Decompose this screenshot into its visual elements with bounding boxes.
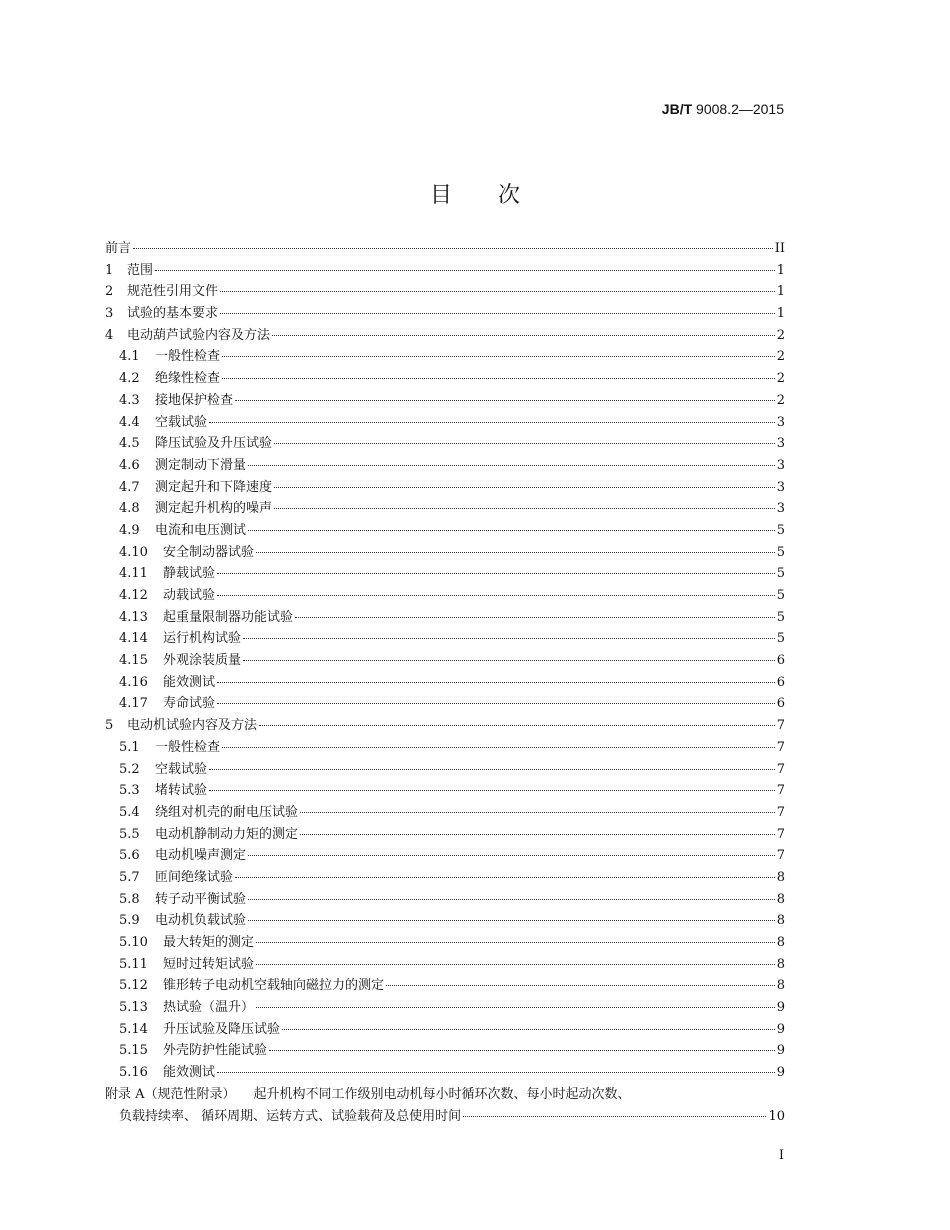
toc-entry-number: 5: [105, 718, 114, 734]
dot-leader: [256, 1007, 775, 1008]
toc-entry-label: 电流和电压测试: [155, 522, 247, 538]
toc-entry[interactable]: [105, 303, 785, 325]
toc-entry-label: 前言: [105, 241, 132, 256]
appendix-title-line-1: 起升机构不同工作级别电动机每小时循环次数、每小时起动次数、: [253, 1086, 631, 1102]
toc-entry-label: 规范性引用文件: [127, 284, 219, 300]
table-of-contents: [105, 238, 785, 1127]
toc-entry[interactable]: [105, 498, 785, 520]
toc-entry-number: 4.13: [119, 609, 148, 625]
toc-entry-number: 4.1: [119, 349, 140, 365]
toc-entry[interactable]: [105, 910, 785, 932]
dot-leader: [295, 617, 775, 618]
toc-entry-page: 7: [776, 739, 785, 755]
toc-entry-label: 测定制动下滑量: [155, 457, 247, 473]
toc-entry-page: II: [774, 241, 785, 256]
toc-entry[interactable]: [105, 520, 785, 542]
dot-leader: [300, 812, 775, 813]
dot-leader: [248, 465, 775, 466]
toc-entry-label: 空载试验: [155, 414, 208, 430]
toc-entry-number: 4.17: [119, 696, 148, 712]
toc-entry-page: 1: [776, 306, 785, 322]
appendix-title-line-2: 负载持续率、 循环周期、运转方式、试验载荷及总使用时间: [119, 1108, 462, 1124]
toc-entry-number: 4.12: [119, 588, 148, 603]
toc-entry-label: 外观涂装质量: [163, 653, 242, 669]
toc-entry-page: 3: [776, 457, 785, 473]
toc-entry-page: 8: [776, 935, 785, 950]
toc-entry-number: 5.11: [119, 956, 148, 972]
dot-leader: [274, 487, 775, 488]
toc-entry-label: 电动葫芦试验内容及方法: [127, 327, 271, 343]
toc-entry-number: 4.10: [119, 544, 148, 560]
toc-entry-number: 4.4: [119, 414, 140, 430]
toc-entry-label: 匝间绝缘试验: [155, 869, 234, 885]
toc-entry-page: 2: [776, 392, 785, 408]
toc-entry[interactable]: [105, 542, 785, 564]
toc-entry-label: 一般性检查: [155, 739, 221, 755]
toc-entry[interactable]: [105, 433, 785, 455]
toc-entry-label: 一般性检查: [155, 349, 221, 365]
dot-leader: [256, 552, 775, 553]
toc-entry-number: 4.8: [119, 501, 140, 517]
toc-entry[interactable]: [105, 693, 785, 715]
toc-entry-page: 1: [776, 262, 785, 278]
toc-entry-page: 9: [776, 1000, 785, 1016]
toc-entry-page: 7: [776, 718, 785, 734]
toc-entry-number: 4.16: [119, 674, 148, 690]
toc-entry-page: 5: [776, 588, 785, 603]
dot-leader: [217, 573, 775, 574]
toc-entry-page: 2: [776, 349, 785, 365]
appendix-entry-line-2[interactable]: [105, 1106, 785, 1128]
toc-entry[interactable]: [105, 238, 785, 260]
toc-entry-page: 7: [776, 783, 785, 799]
toc-entry-page: 6: [776, 674, 785, 690]
toc-entry-page: 3: [776, 436, 785, 452]
toc-entry[interactable]: [105, 455, 785, 477]
toc-entry-label: 电动机试验内容及方法: [127, 718, 258, 734]
toc-entry-label: 锥形转子电动机空载轴向磁拉力的测定: [163, 978, 385, 994]
dot-leader: [259, 725, 775, 726]
toc-entry-page: 5: [776, 544, 785, 560]
toc-entry[interactable]: [105, 780, 785, 802]
toc-entry-page: 5: [776, 522, 785, 538]
toc-entry[interactable]: [105, 932, 785, 954]
toc-entry-label: 能效测试: [163, 674, 216, 690]
dot-leader: [217, 1072, 775, 1073]
toc-entry[interactable]: [105, 607, 785, 629]
toc-entry-label: 短时过转矩试验: [163, 956, 255, 972]
toc-entry-number: 4: [105, 327, 114, 343]
toc-entry-number: 4.7: [119, 479, 140, 495]
toc-entry-number: 4.6: [119, 457, 140, 473]
toc-entry[interactable]: [105, 628, 785, 650]
dot-leader: [155, 270, 775, 271]
toc-entry-number: 4.15: [119, 653, 148, 669]
toc-entry[interactable]: [105, 759, 785, 781]
dot-leader: [243, 638, 775, 639]
toc-entry-number: 5.8: [119, 891, 140, 907]
toc-entry-page: 8: [776, 913, 785, 929]
toc-entry-page: 5: [776, 631, 785, 647]
toc-entry-label: 试验的基本要求: [127, 306, 219, 322]
toc-entry-number: 5.4: [119, 804, 140, 820]
toc-entry-number: 5.1: [119, 739, 140, 755]
toc-entry-number: 4.9: [119, 522, 140, 538]
toc-entry-page: 7: [776, 826, 785, 842]
toc-entry-page: 5: [776, 566, 785, 582]
dot-leader: [235, 877, 775, 878]
dot-leader: [243, 660, 775, 661]
toc-entry[interactable]: [105, 672, 785, 694]
toc-entry-number: 5.14: [119, 1021, 148, 1037]
dot-leader: [217, 595, 775, 596]
toc-entry-label: 热试验（温升）: [163, 1000, 255, 1016]
toc-entry-label: 运行机构试验: [163, 631, 242, 647]
toc-entry[interactable]: [105, 954, 785, 976]
toc-entry-page: 8: [776, 956, 785, 972]
toc-entry[interactable]: [105, 368, 785, 390]
title-char-2: 次: [498, 183, 521, 208]
toc-entry-number: 5.13: [119, 1000, 148, 1016]
toc-entry[interactable]: [105, 477, 785, 499]
dot-leader: [209, 769, 775, 770]
dot-leader: [248, 899, 775, 900]
toc-entry[interactable]: [105, 563, 785, 585]
page-number: I: [778, 1148, 784, 1163]
toc-entry[interactable]: [105, 325, 785, 347]
toc-entry-page: 2: [776, 371, 785, 387]
page-title: [0, 178, 950, 209]
toc-entry-label: 接地保护检查: [155, 392, 234, 408]
appendix-prefix: 附录 A（规范性附录）: [105, 1086, 236, 1102]
toc-entry-label: 升压试验及降压试验: [163, 1021, 281, 1037]
toc-entry-label: 绝缘性检查: [155, 371, 221, 387]
dot-leader: [217, 682, 775, 683]
toc-entry[interactable]: [105, 802, 785, 824]
toc-entry[interactable]: [105, 845, 785, 867]
toc-entry-page: 6: [776, 653, 785, 669]
dot-leader: [256, 942, 775, 943]
toc-entry-label: 能效测试: [163, 1065, 216, 1081]
toc-entry-label: 空载试验: [155, 761, 208, 777]
toc-entry-label: 动载试验: [163, 588, 216, 603]
toc-entry-label: 电动机静制动力矩的测定: [155, 826, 299, 842]
toc-entry[interactable]: [105, 867, 785, 889]
dot-leader: [300, 834, 775, 835]
toc-entry[interactable]: [105, 585, 785, 607]
dot-leader: [222, 356, 775, 357]
toc-entry-number: 5.7: [119, 869, 140, 885]
toc-entry-page: 8: [776, 869, 785, 885]
toc-entry-page: 2: [776, 327, 785, 343]
toc-entry-page: 7: [776, 804, 785, 820]
dot-leader: [269, 1050, 775, 1051]
dot-leader: [274, 443, 775, 444]
toc-entry-label: 静载试验: [163, 566, 216, 582]
toc-entry[interactable]: [105, 824, 785, 846]
toc-entry-label: 测定起升机构的噪声: [155, 501, 273, 517]
toc-entry-page: 8: [776, 891, 785, 907]
toc-entry[interactable]: [105, 997, 785, 1019]
toc-entry-number: 3: [105, 306, 114, 322]
toc-entry-label: 外壳防护性能试验: [163, 1043, 268, 1059]
appendix-entry-line-1[interactable]: [105, 1084, 785, 1106]
toc-entry-number: 5.15: [119, 1043, 148, 1059]
toc-entry-label: 降压试验及升压试验: [155, 436, 273, 452]
toc-entry-label: 绕组对机壳的耐电压试验: [155, 804, 299, 820]
toc-entry-number: 5.12: [119, 978, 148, 994]
toc-entry-page: 8: [776, 978, 785, 994]
toc-entry-number: 5.2: [119, 761, 140, 777]
toc-entry-number: 5.5: [119, 826, 140, 842]
dot-leader: [222, 378, 775, 379]
toc-entry[interactable]: [105, 650, 785, 672]
dot-leader: [220, 291, 775, 292]
toc-entry-page: 1: [776, 284, 785, 300]
toc-entry-number: 4.3: [119, 392, 140, 408]
toc-entry[interactable]: [105, 281, 785, 303]
toc-entry[interactable]: [105, 737, 785, 759]
dot-leader: [272, 335, 775, 336]
dot-leader: [256, 964, 775, 965]
toc-entry-number: 4.11: [119, 566, 148, 582]
toc-entry-label: 电动机噪声测定: [155, 848, 247, 864]
toc-entry-page: 3: [776, 479, 785, 495]
toc-entry-label: 堵转试验: [155, 783, 208, 799]
toc-entry-page: 9: [776, 1065, 785, 1081]
toc-entry-number: 4.5: [119, 436, 140, 452]
toc-entry[interactable]: [105, 346, 785, 368]
toc-entry-number: 5.6: [119, 848, 140, 864]
toc-entry-number: 4.2: [119, 371, 140, 387]
toc-entry-label: 范围: [127, 262, 154, 278]
dot-leader: [282, 1029, 775, 1030]
dot-leader: [209, 422, 775, 423]
dot-leader: [217, 703, 775, 704]
toc-entry-page: 9: [776, 1043, 785, 1059]
toc-entry-label: 测定起升和下降速度: [155, 479, 273, 495]
toc-entry-label: 转子动平衡试验: [155, 891, 247, 907]
toc-entry[interactable]: [105, 1019, 785, 1041]
toc-entry-number: 1: [105, 262, 114, 278]
toc-entry-number: 5.10: [119, 935, 148, 950]
dot-leader: [248, 855, 775, 856]
toc-entry[interactable]: [105, 260, 785, 282]
toc-entry[interactable]: [105, 889, 785, 911]
toc-entry-page: 9: [776, 1021, 785, 1037]
toc-entry[interactable]: [105, 1040, 785, 1062]
toc-entry-number: 2: [105, 284, 114, 300]
dot-leader: [235, 400, 775, 401]
toc-entry[interactable]: [105, 390, 785, 412]
title-char-1: 目: [429, 183, 452, 208]
toc-entry-page: 6: [776, 696, 785, 712]
toc-entry[interactable]: [105, 1062, 785, 1084]
toc-entry[interactable]: [105, 715, 785, 737]
toc-entry-label: 电动机负载试验: [155, 913, 247, 929]
dot-leader: [274, 508, 775, 509]
dot-leader: [222, 747, 775, 748]
dot-leader: [133, 248, 773, 249]
toc-entry[interactable]: [105, 412, 785, 434]
toc-entry[interactable]: [105, 975, 785, 997]
dot-leader: [209, 790, 775, 791]
toc-entry-label: 安全制动器试验: [163, 544, 255, 560]
toc-entry-label: 起重量限制器功能试验: [163, 609, 294, 625]
toc-entry-label: 寿命试验: [163, 696, 216, 712]
toc-entry-label: 最大转矩的测定: [163, 935, 255, 950]
dot-leader: [463, 1116, 766, 1117]
dot-leader: [248, 530, 775, 531]
toc-entry-number: 5.16: [119, 1065, 148, 1081]
standard-number: JB/T 9008.2—2015: [661, 101, 784, 117]
toc-entry-number: 5.9: [119, 913, 140, 929]
toc-entry-page: 7: [776, 761, 785, 777]
toc-entry-page: 3: [776, 501, 785, 517]
toc-entry-page: 3: [776, 414, 785, 430]
dot-leader: [386, 985, 775, 986]
toc-entry-page: 5: [776, 609, 785, 625]
dot-leader: [248, 920, 775, 921]
toc-entry-number: 5.3: [119, 783, 140, 799]
dot-leader: [220, 313, 775, 314]
toc-entry-page: 7: [776, 848, 785, 864]
appendix-page: 10: [768, 1108, 785, 1124]
toc-entry-number: 4.14: [119, 631, 148, 647]
